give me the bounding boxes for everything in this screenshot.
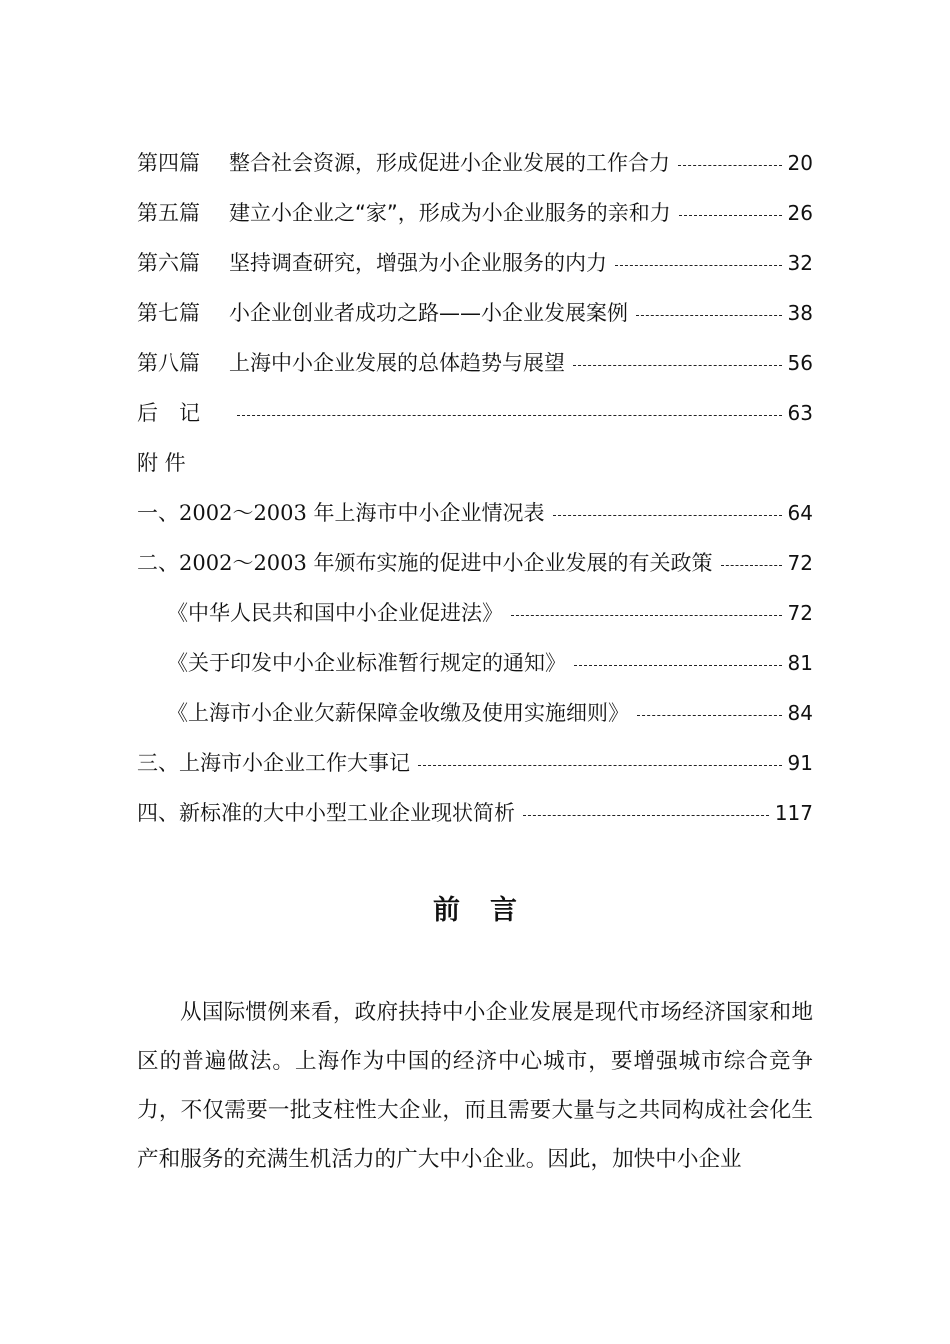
toc-entry-label: 第四篇 (137, 151, 200, 175)
toc-appendix-subentry-2[interactable] (137, 638, 813, 688)
toc-entry-title: 四、新标准的大中小型工业企业现状简析 (137, 801, 515, 825)
dotted-leader (523, 815, 769, 816)
dotted-leader (615, 265, 782, 266)
toc-entry-title: 《中华人民共和国中小企业促进法》 (167, 601, 503, 625)
toc-entry-page: 38 (787, 301, 813, 325)
toc-entry-label: 后 记 (137, 401, 200, 425)
toc-appendix-heading (137, 438, 813, 488)
dotted-leader (553, 515, 782, 516)
dotted-leader (418, 765, 782, 766)
toc-entry-title: 二、2002～2003 年颁布实施的促进中小企业发展的有关政策 (137, 551, 713, 575)
toc-appendix-subentry-3[interactable] (137, 688, 813, 738)
preface-paragraph: 从国际惯例来看，政府扶持中小企业发展是现代市场经济国家和地区的普遍做法。上海作为中国的经济中心城市，要增强城市综合竞争力，不仅需要一批支柱性大企业，而且需要大量与之共同构成社会化生产和服务的充满生机活力的广大中小企业。因此，加快中小企业 (137, 1000, 813, 1172)
toc-entry-label: 第五篇 (137, 201, 200, 225)
dotted-leader (637, 715, 782, 716)
dotted-leader (721, 565, 782, 566)
toc-entry-page: 63 (787, 401, 813, 425)
toc-entry-page: 32 (787, 251, 813, 275)
toc-entry-page: 20 (787, 151, 813, 175)
toc-entry-title: 整合社会资源，形成促进小企业发展的工作合力 (229, 151, 670, 175)
toc-entry-page: 91 (787, 751, 813, 775)
toc-entry-page: 26 (787, 201, 813, 225)
appendix-label: 附 件 (137, 451, 186, 475)
toc-entry-label: 第八篇 (137, 351, 200, 375)
toc-entry-title: 建立小企业之“家”，形成为小企业服务的亲和力 (229, 201, 671, 225)
dotted-leader (511, 615, 782, 616)
toc-entry-part-8[interactable] (137, 338, 813, 388)
toc-entry-page: 72 (787, 601, 813, 625)
toc-entry-title: 一、2002～2003 年上海市中小企业情况表 (137, 501, 545, 525)
toc-entry-part-5[interactable] (137, 188, 813, 238)
dotted-leader (678, 165, 782, 166)
toc-entry-afterword[interactable] (137, 388, 813, 438)
toc-entry-page: 56 (787, 351, 813, 375)
toc-entry-part-6[interactable] (137, 238, 813, 288)
preface-heading: 前言 (433, 895, 547, 926)
toc-entry-title: 《关于印发中小企业标准暂行规定的通知》 (167, 651, 566, 675)
toc-entry-page: 117 (774, 801, 813, 825)
toc-entry-page: 84 (787, 701, 813, 725)
toc-entry-label: 第七篇 (137, 301, 200, 325)
table-of-contents (137, 138, 813, 838)
toc-entry-page: 72 (787, 551, 813, 575)
toc-entry-title: 上海中小企业发展的总体趋势与展望 (229, 351, 565, 375)
toc-entry-title: 三、上海市小企业工作大事记 (137, 751, 410, 775)
toc-entry-part-7[interactable] (137, 288, 813, 338)
toc-appendix-entry-4[interactable] (137, 788, 813, 838)
toc-entry-title: 《上海市小企业欠薪保障金收缴及使用实施细则》 (167, 701, 629, 725)
toc-entry-title: 小企业创业者成功之路——小企业发展案例 (229, 301, 628, 325)
dotted-leader (573, 365, 782, 366)
toc-entry-label: 第六篇 (137, 251, 200, 275)
toc-appendix-entry-3[interactable] (137, 738, 813, 788)
dotted-leader (574, 665, 782, 666)
dotted-leader (636, 315, 782, 316)
dotted-leader (679, 215, 782, 216)
toc-entry-page: 64 (787, 501, 813, 525)
toc-entry-page: 81 (787, 651, 813, 675)
toc-appendix-entry-2[interactable] (137, 538, 813, 588)
toc-entry-title: 坚持调查研究，增强为小企业服务的内力 (229, 251, 607, 275)
toc-entry-part-4[interactable] (137, 138, 813, 188)
dotted-leader (237, 415, 782, 416)
toc-appendix-entry-1[interactable] (137, 488, 813, 538)
toc-appendix-subentry-1[interactable] (137, 588, 813, 638)
